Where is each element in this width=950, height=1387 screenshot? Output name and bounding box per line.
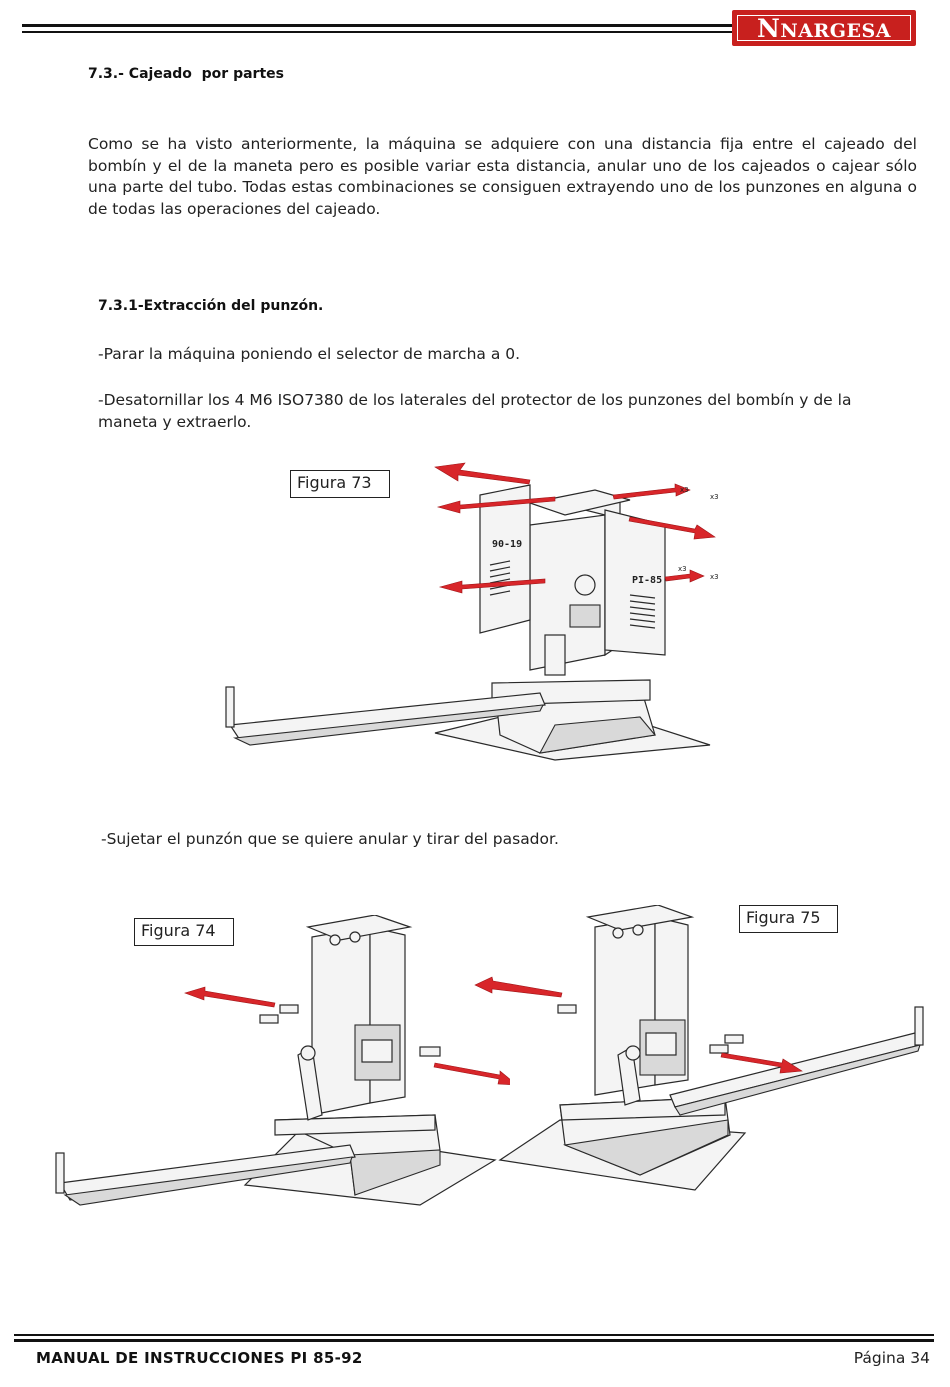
- callout-x3-a: x3: [680, 486, 689, 494]
- shield-right-plate: PI-85: [632, 575, 663, 586]
- footer-rule-bottom: [14, 1339, 934, 1342]
- nargesa-logo: [732, 10, 916, 46]
- figure-73-label: Figura 73: [290, 470, 390, 498]
- callout-x3-d: x3: [710, 573, 719, 581]
- step-1: -Parar la máquina poniendo el selector de marcha a 0.: [98, 345, 521, 363]
- figure-74-drawing: [50, 915, 510, 1215]
- intro-paragraph: Como se ha visto anteriormente, la máquina se adquiere con una distancia fija entre el cajeado del bombín y el de la maneta pero es posible variar esta distancia, anular uno de los cajeados o cajear sólo una parte del tubo. Todas estas combinaciones se consiguen extrayendo uno de los punzones en alguna o de todas las operaciones del cajeado.: [88, 135, 917, 218]
- header-rule-bottom: [22, 31, 734, 33]
- section-title: 7.3.- Cajeado por partes: [88, 66, 284, 82]
- step-2: -Desatornillar los 4 M6 ISO7380 de los laterales del protector de los punzones del bombín y de la maneta y extraerlo.: [98, 391, 852, 431]
- logo-brand: NARGESA: [780, 20, 891, 42]
- logo-initial: N: [757, 14, 781, 43]
- figure-73-drawing: [210, 455, 730, 775]
- subsection-title: 7.3.1-Extracción del punzón.: [98, 298, 324, 314]
- shield-left-plate: 90-19: [492, 539, 523, 550]
- footer-manual-title: MANUAL DE INSTRUCCIONES PI 85-92: [36, 1349, 363, 1367]
- footer-rule-top: [14, 1334, 934, 1336]
- callout-x3-b: x3: [710, 493, 719, 501]
- header-rule-top: [22, 24, 734, 27]
- footer-page-number: Página 34: [853, 1349, 930, 1367]
- figure-74-label: Figura 74: [134, 918, 234, 946]
- figure-75-label: Figura 75: [739, 905, 838, 933]
- callout-x3-c: x3: [678, 565, 687, 573]
- step-3: -Sujetar el punzón que se quiere anular y tirar del pasador.: [101, 830, 559, 848]
- figure-75-drawing: [470, 905, 940, 1205]
